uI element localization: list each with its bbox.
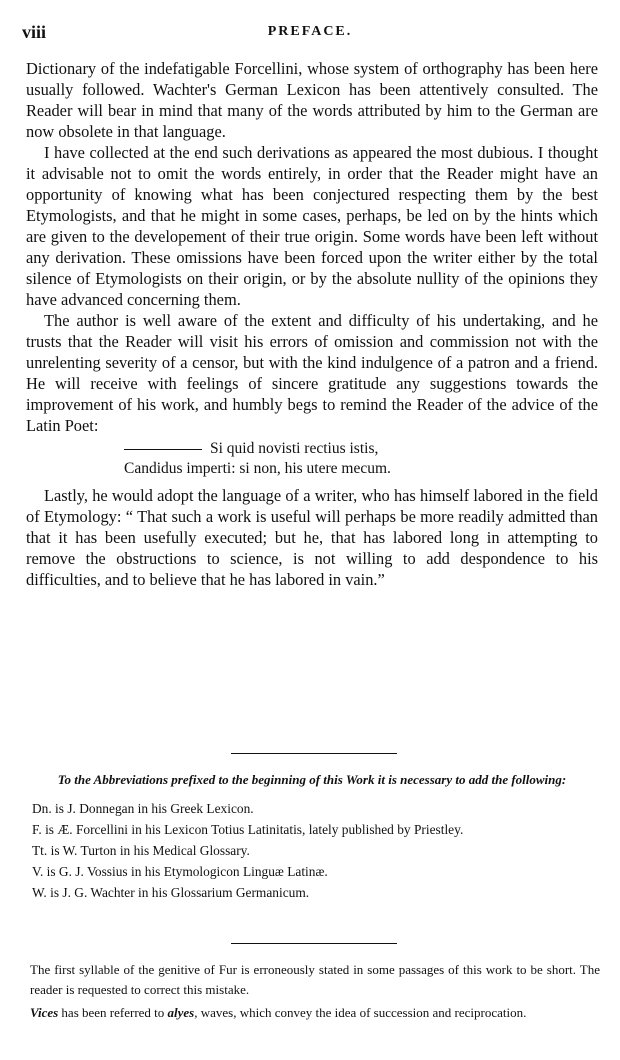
paragraph-4: Lastly, he would adopt the language of a writer, who has himself labored in the field of Etymology: “ That such a work is useful will perhaps be more readily admitted than that it has been usefully executed; but he, that has labored long in attempting to remove the obstructions to science, is not willing to add despondence to his difficulties, and to believe that he has labored in vain.”	[26, 486, 598, 589]
errata-word-vices: Vices	[30, 1005, 59, 1020]
errata-note-2	[30, 1003, 600, 1023]
errata-section	[30, 960, 600, 1026]
abbreviations-list	[32, 798, 600, 903]
errata-note-2-end: , waves, which convey the idea of succession and reciprocation.	[194, 1005, 527, 1020]
errata-note-2-mid: has been referred to	[58, 1005, 168, 1020]
section-divider-1	[231, 753, 397, 754]
abbreviation-item: F. is Æ. Forcellini in his Lexicon Totius Latinitatis, lately published by Priestley.	[32, 822, 464, 837]
abbreviation-item: Dn. is J. Donnegan in his Greek Lexicon.	[32, 801, 254, 816]
preface-body	[26, 58, 598, 590]
quote-line-2: Candidus imperti: si non, his utere mecum.	[124, 460, 391, 477]
abbreviation-item: W. is J. G. Wachter in his Glossarium Germanicum.	[32, 885, 310, 900]
quote-dash	[124, 449, 202, 450]
abbreviations-heading: To the Abbreviations prefixed to the beginning of this Work it is necessary to add the following:	[57, 772, 567, 787]
running-title: PREFACE.	[267, 24, 353, 39]
section-divider-2	[231, 943, 397, 944]
abbreviation-item: Tt. is W. Turton in his Medical Glossary.	[32, 843, 250, 858]
abbreviation-item: V. is G. J. Vossius in his Etymologicon Linguæ Latinæ.	[32, 864, 328, 879]
paragraph-1: Dictionary of the indefatigable Forcellini, whose system of orthography has been here usually followed. Wachter's German Lexicon has been attentively consulted. The Reader will bear in mind that many of the words attributed by him to the German are now obsolete in that language.	[26, 59, 598, 141]
paragraph-3: The author is well aware of the extent and difficulty of his undertaking, and he trusts that the Reader will visit his errors of omission and commission not with the unrelenting severity of a censor, but with the kind indulgence of a patron and a friend. He will receive with feelings of sincere gratitude any suggestions towards the improvement of his work, and humbly begs to remind the Reader of the advice of the Latin Poet:	[26, 311, 598, 435]
errata-note-1: The first syllable of the genitive of Fur is erroneously stated in some passages of this work to be short. The reader is requested to correct this mistake.	[30, 962, 600, 997]
page-number: viii	[22, 22, 47, 42]
latin-quotation	[124, 439, 598, 479]
errata-word-alyes: alyes	[167, 1005, 195, 1020]
quote-line-1	[124, 439, 598, 459]
abbreviations-section	[24, 770, 600, 903]
quote-line-1-text: Si quid novisti rectius istis,	[210, 440, 379, 457]
running-header	[22, 22, 598, 42]
paragraph-2: I have collected at the end such derivations as appeared the most dubious. I thought it advisable not to omit the words entirely, in order that the Reader might have an opportunity of knowing what has been conjectured respecting them by the best Etymologists, and that he might in some cases, perhaps, be led on by the hints which are given to the developement of their true origin. Some words have been left without any derivation. These omissions have been forced upon the writer either by the total silence of Etymologists on their origin, or by the absolute nullity of the opinions they have advanced concerning them.	[26, 143, 598, 309]
